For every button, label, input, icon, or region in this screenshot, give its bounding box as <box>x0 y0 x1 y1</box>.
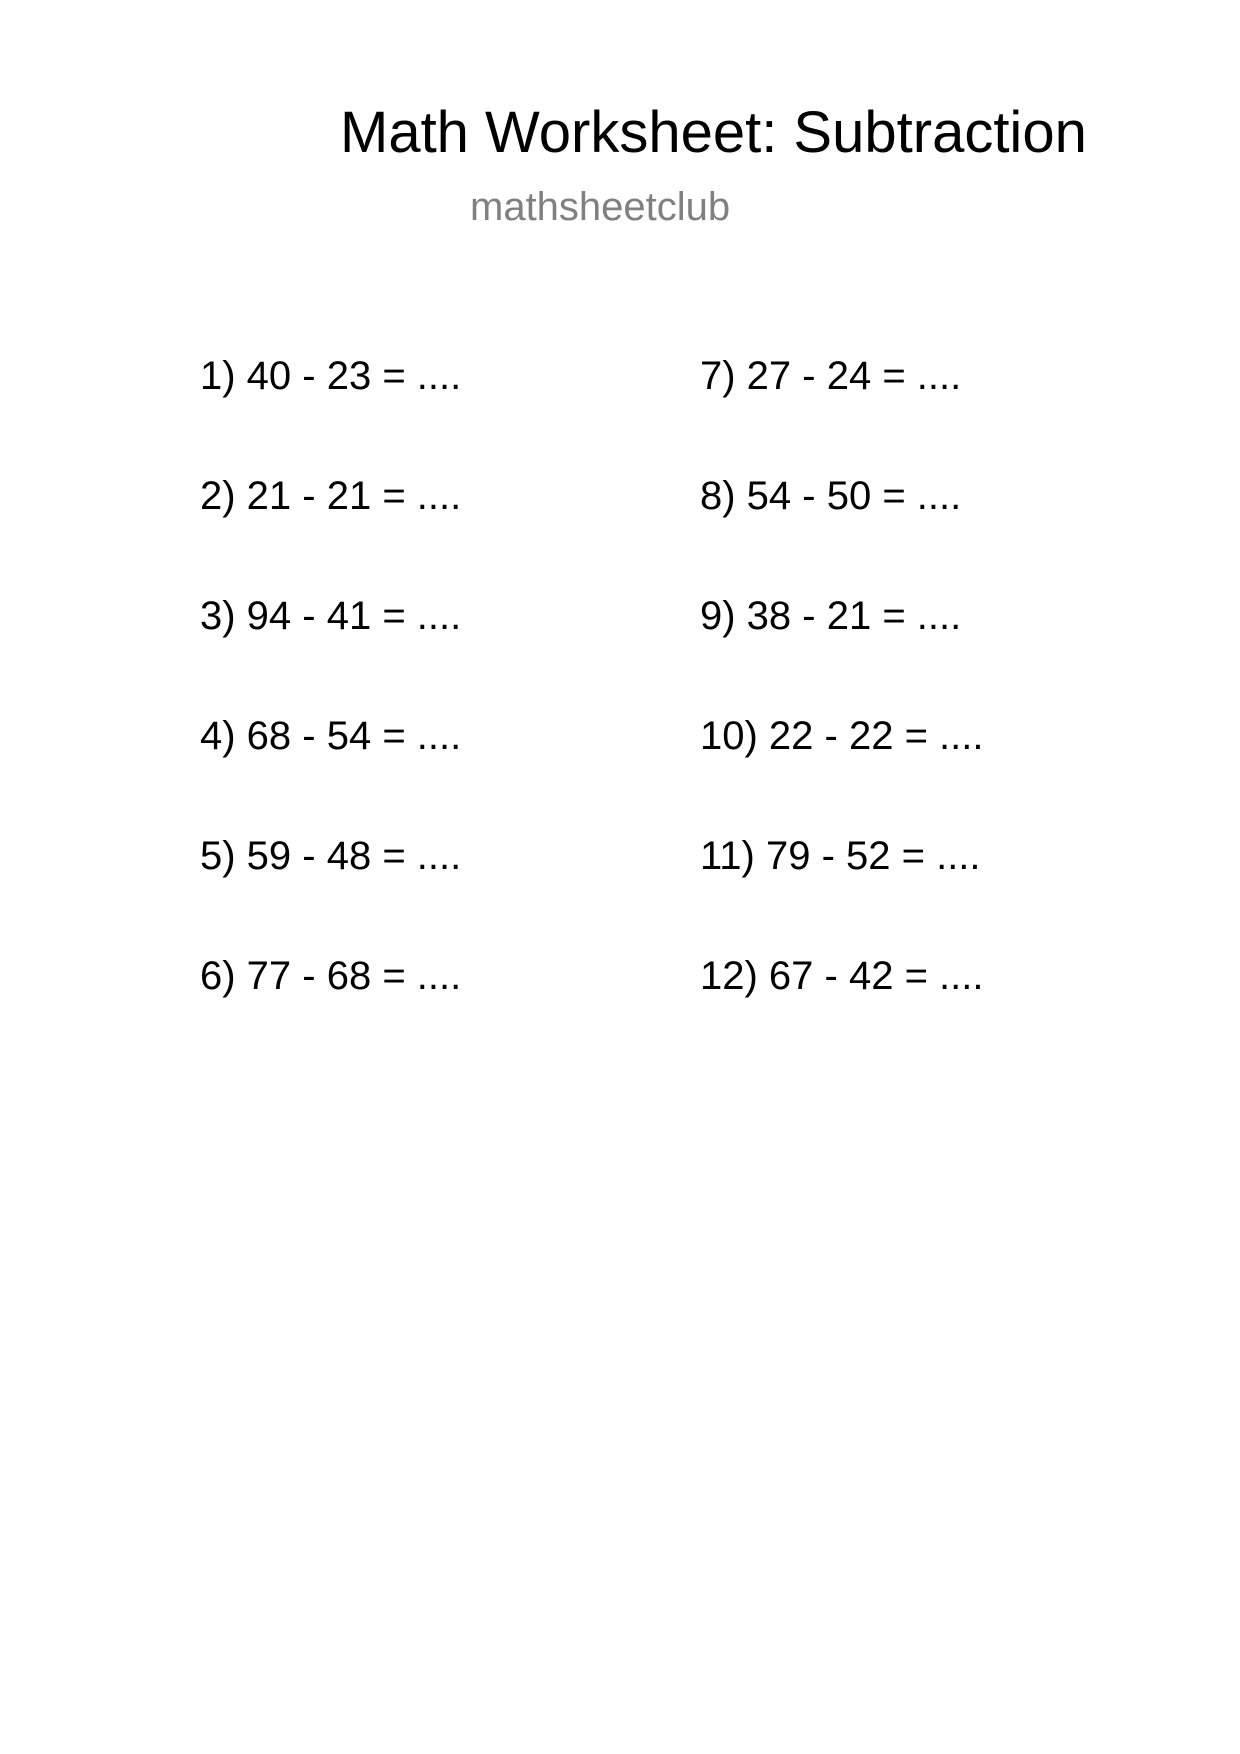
problem-12: 12) 67 - 42 = .... <box>700 954 984 998</box>
problem-8: 8) 54 - 50 = .... <box>700 474 962 518</box>
problem-4: 4) 68 - 54 = .... <box>200 714 462 758</box>
problem-2: 2) 21 - 21 = .... <box>200 474 462 518</box>
site-name: mathsheetclub <box>470 185 731 229</box>
problem-column-left <box>200 352 660 1072</box>
problem-3: 3) 94 - 41 = .... <box>200 594 462 638</box>
problem-1: 1) 40 - 23 = .... <box>200 354 462 398</box>
problem-11: 11) 79 - 52 = .... <box>700 834 981 878</box>
problem-6: 6) 77 - 68 = .... <box>200 954 462 998</box>
problem-7: 7) 27 - 24 = .... <box>700 354 962 398</box>
page-title: Math Worksheet: Subtraction <box>340 100 1087 165</box>
problem-5: 5) 59 - 48 = .... <box>200 834 462 878</box>
problem-9: 9) 38 - 21 = .... <box>700 594 962 638</box>
problem-column-right <box>700 352 1160 1072</box>
problem-10: 10) 22 - 22 = .... <box>700 714 984 758</box>
